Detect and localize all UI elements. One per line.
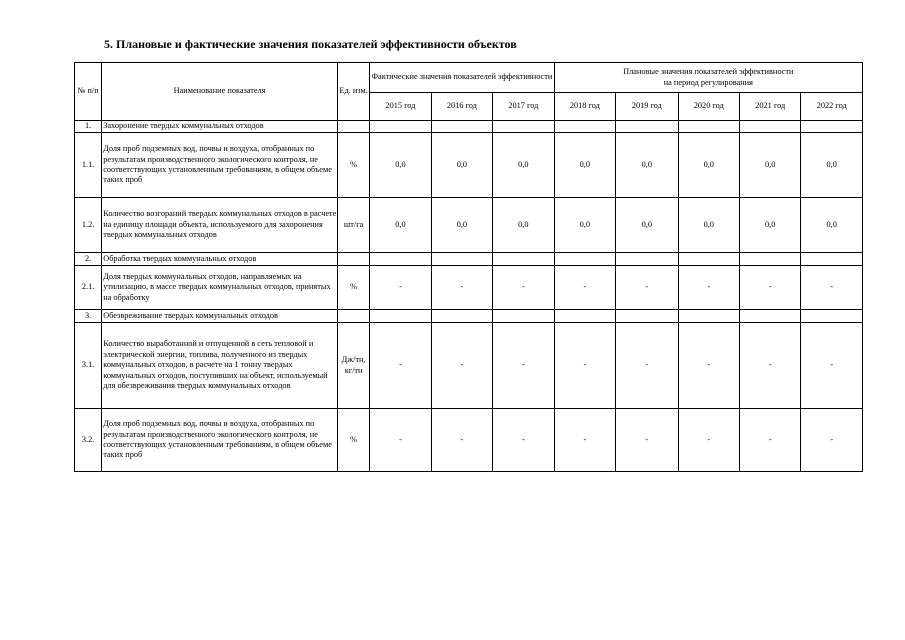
value-cell: 0,0 <box>554 198 615 253</box>
value-cell <box>678 310 739 323</box>
value-cell <box>554 121 615 133</box>
header-year: 2021 год <box>739 93 800 121</box>
table-row <box>75 133 863 198</box>
value-cell: - <box>431 266 492 310</box>
value-cell: - <box>616 409 678 472</box>
value-cell: 0,0 <box>370 133 431 198</box>
value-cell <box>554 253 615 266</box>
section-row <box>75 310 863 323</box>
value-cell: 0,0 <box>554 133 615 198</box>
header-year: 2015 год <box>370 93 431 121</box>
indicator-name: Количество возгораний твердых коммунальных отходов в расчете на единицу площади объекта, используемого для захоронения твердых коммунальных отходов <box>102 198 338 253</box>
row-number: 3. <box>75 310 102 323</box>
header-planned-line1: Плановые значения показателей эффективности <box>623 67 794 77</box>
value-cell <box>370 121 431 133</box>
table-row <box>75 198 863 253</box>
value-cell: - <box>554 409 615 472</box>
header-planned-group <box>554 63 862 93</box>
value-cell: - <box>801 409 863 472</box>
header-name: Наименование показателя <box>102 63 338 121</box>
unit-cell: Дж/тн, кг/тн <box>337 323 369 409</box>
value-cell: - <box>678 266 739 310</box>
table-row <box>75 409 863 472</box>
value-cell: - <box>554 323 615 409</box>
value-cell: - <box>493 266 554 310</box>
header-year: 2018 год <box>554 93 615 121</box>
value-cell <box>739 310 800 323</box>
row-number: 2. <box>75 253 102 266</box>
value-cell <box>739 121 800 133</box>
value-cell: 0,0 <box>493 133 554 198</box>
value-cell: - <box>370 266 431 310</box>
indicator-name: Доля твердых коммунальных отходов, направляемых на утилизацию, в массе твердых коммунальных отходов, принятых на обработку <box>102 266 338 310</box>
table-row <box>75 323 863 409</box>
value-cell <box>678 121 739 133</box>
value-cell: 0,0 <box>616 133 678 198</box>
value-cell <box>370 310 431 323</box>
header-unit: Ед. изм. <box>337 63 369 121</box>
value-cell: 0,0 <box>678 198 739 253</box>
table-row <box>75 266 863 310</box>
unit-cell: % <box>337 133 369 198</box>
value-cell <box>493 310 554 323</box>
unit-cell <box>337 121 369 133</box>
value-cell: 0,0 <box>431 133 492 198</box>
value-cell <box>801 253 863 266</box>
value-cell: - <box>801 323 863 409</box>
indicator-name: Захоронение твердых коммунальных отходов <box>102 121 338 133</box>
header-year: 2022 год <box>801 93 863 121</box>
value-cell <box>739 253 800 266</box>
row-number: 1.2. <box>75 198 102 253</box>
value-cell: - <box>801 266 863 310</box>
value-cell <box>431 253 492 266</box>
header-year: 2019 год <box>616 93 678 121</box>
unit-cell: % <box>337 409 369 472</box>
value-cell: 0,0 <box>616 198 678 253</box>
row-number: 3.2. <box>75 409 102 472</box>
value-cell: 0,0 <box>431 198 492 253</box>
row-number: 3.1. <box>75 323 102 409</box>
section-row <box>75 121 863 133</box>
value-cell <box>616 253 678 266</box>
value-cell: - <box>493 409 554 472</box>
value-cell: 0,0 <box>801 133 863 198</box>
value-cell <box>493 253 554 266</box>
value-cell: 0,0 <box>678 133 739 198</box>
value-cell: - <box>431 323 492 409</box>
page-title: 5. Плановые и фактические значения показателей эффективности объектов <box>104 37 517 51</box>
header-year: 2017 год <box>493 93 554 121</box>
row-number: 1. <box>75 121 102 133</box>
header-year: 2016 год <box>431 93 492 121</box>
row-number: 1.1. <box>75 133 102 198</box>
value-cell: - <box>616 323 678 409</box>
value-cell: - <box>739 266 800 310</box>
value-cell <box>370 253 431 266</box>
unit-cell <box>337 253 369 266</box>
unit-cell: % <box>337 266 369 310</box>
value-cell: - <box>678 409 739 472</box>
value-cell: - <box>431 409 492 472</box>
indicator-name: Обработка твердых коммунальных отходов <box>102 253 338 266</box>
row-number: 2.1. <box>75 266 102 310</box>
value-cell: - <box>493 323 554 409</box>
efficiency-table <box>74 62 863 472</box>
header-actual-group: Фактические значения показателей эффективности <box>370 63 554 93</box>
unit-cell <box>337 310 369 323</box>
value-cell <box>616 310 678 323</box>
value-cell: 0,0 <box>493 198 554 253</box>
section-row <box>75 253 863 266</box>
value-cell <box>616 121 678 133</box>
indicator-name: Доля проб подземных вод, почвы и воздуха, отобранных по результатам производственного экологического контроля, не соответствующих установленным требованиям, в общем объеме таких проб <box>102 409 338 472</box>
value-cell <box>678 253 739 266</box>
value-cell <box>431 121 492 133</box>
indicator-name: Обезвреживание твердых коммунальных отходов <box>102 310 338 323</box>
value-cell: - <box>678 323 739 409</box>
value-cell <box>431 310 492 323</box>
value-cell: - <box>739 409 800 472</box>
indicator-name: Доля проб подземных вод, почвы и воздуха, отобранных по результатам производственного экологического контроля, не соответствующих установленным требованиям, в общем объеме таких проб <box>102 133 338 198</box>
value-cell <box>801 310 863 323</box>
value-cell: - <box>370 409 431 472</box>
value-cell: 0,0 <box>739 133 800 198</box>
value-cell: 0,0 <box>370 198 431 253</box>
value-cell: - <box>370 323 431 409</box>
value-cell: - <box>554 266 615 310</box>
indicator-name: Количество выработанной и отпущенной в сеть тепловой и электрической энергии, топлива, полученного из твердых коммунальных отходов, в расчете на 1 тонну твердых коммунальных отходов, поступивших на объект, используемый для обезвреживания твердых коммунальных отходов <box>102 323 338 409</box>
unit-cell: шт/га <box>337 198 369 253</box>
value-cell: - <box>739 323 800 409</box>
value-cell <box>493 121 554 133</box>
value-cell: 0,0 <box>801 198 863 253</box>
header-num: № п/п <box>75 63 102 121</box>
header-year: 2020 год <box>678 93 739 121</box>
value-cell <box>554 310 615 323</box>
value-cell: - <box>616 266 678 310</box>
value-cell <box>801 121 863 133</box>
header-planned-line2: на период регулирования <box>663 77 753 87</box>
value-cell: 0,0 <box>739 198 800 253</box>
